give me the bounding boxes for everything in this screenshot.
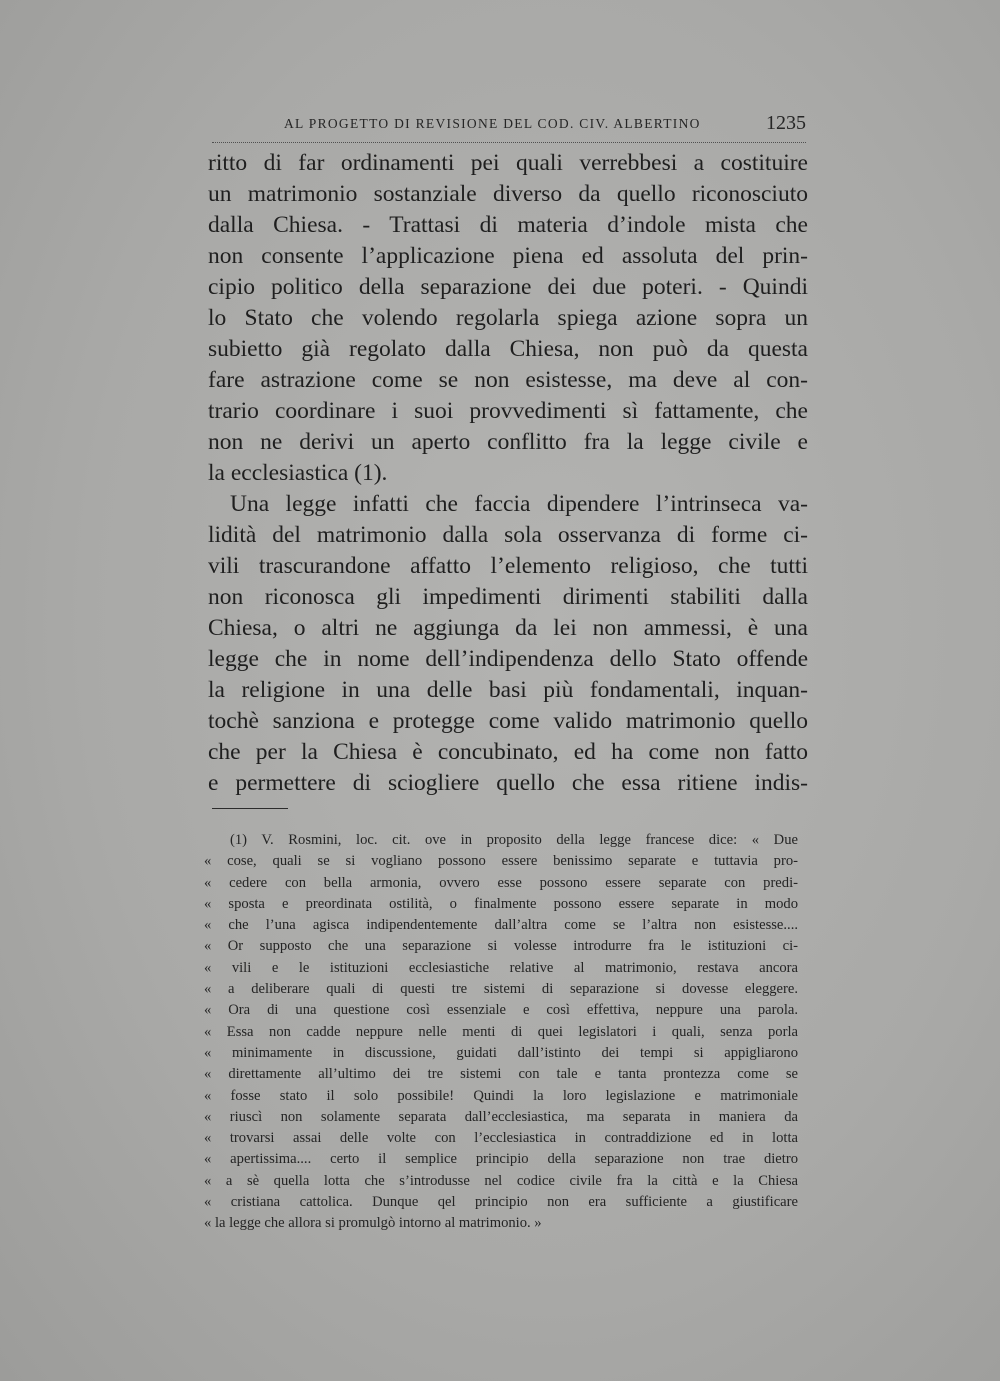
- footnote-line: « cedere con bella armonia, ovvero esse possono essere separate con predi-: [204, 874, 798, 891]
- footnote-line: « Essa non cadde neppure nelle menti di quei legislatori i quali, senza porla: [204, 1023, 798, 1040]
- body-line: vili trascurandone affatto l’elemento religioso, che tutti: [208, 553, 808, 579]
- body-line: lidità del matrimonio dalla sola osservanza di forme ci-: [208, 522, 808, 548]
- body-line: subietto già regolato dalla Chiesa, non può da questa: [208, 336, 808, 362]
- running-title: AL PROGETTO DI REVISIONE DEL COD. CIV. ALBERTINO: [284, 116, 701, 131]
- footnote-line: « vili e le istituzioni ecclesiastiche relative al matrimonio, restava ancora: [204, 959, 798, 976]
- footnote-rule: [212, 808, 288, 809]
- body-line: lo Stato che volendo regolarla spiega azione sopra un: [208, 305, 808, 331]
- footnote-line: « minimamente in discussione, guidati dall’istinto dei tempi si appigliarono: [204, 1044, 798, 1061]
- footnote-line: « a deliberare quali di questi tre sistemi di separazione si dovesse eleggere.: [204, 981, 798, 998]
- footnote-line: « cose, quali se si vogliano possono essere benissimo separate e tuttavia pro-: [204, 853, 798, 870]
- footnote-line: (1) V. Rosmini, loc. cit. ove in proposito della legge francese dice: « Due: [230, 832, 798, 848]
- footnote-line: « a sè quella lotta che s’introdusse nel codice civile fra la città e la Chiesa: [204, 1172, 798, 1189]
- footnote-line: « riuscì non solamente separata dall’ecclesiastica, ma separata in maniera da: [204, 1108, 798, 1125]
- footnote-line: « la legge che allora si promulgò intorno al matrimonio. »: [204, 1215, 542, 1232]
- body-line: Una legge infatti che faccia dipendere l’intrinseca va-: [230, 491, 808, 517]
- header-rule: [212, 142, 806, 143]
- footnote-line: « fosse stato il solo possibile! Quindi la loro legislazione e matrimoniale: [204, 1087, 798, 1104]
- footnote-line: « Or supposto che una separazione si volesse introdurre fra le istituzioni ci-: [204, 938, 798, 955]
- footnote-line: « direttamente all’ultimo dei tre sistemi con tale e tanta prontezza come se: [204, 1066, 798, 1083]
- body-text: [208, 148, 808, 799]
- body-line: che per la Chiesa è concubinato, ed ha come non fatto: [208, 739, 808, 765]
- body-line: e permettere di sciogliere quello che essa ritiene indis-: [208, 770, 808, 796]
- body-line: ritto di far ordinamenti pei quali verrebbesi a costituire: [208, 150, 808, 176]
- body-line: cipio politico della separazione dei due poteri. - Quindi: [208, 274, 808, 300]
- body-line: dalla Chiesa. - Trattasi di materia d’indole mista che: [208, 212, 808, 238]
- body-line: la religione in una delle basi più fondamentali, inquan-: [208, 677, 808, 703]
- footnote-line: « apertissima.... certo il semplice principio della separazione non trae dietro: [204, 1151, 798, 1168]
- body-line: non consente l’applicazione piena ed assoluta del prin-: [208, 243, 808, 269]
- footnote: [204, 830, 798, 1235]
- body-line: fare astrazione come se non esistesse, ma deve al con-: [208, 367, 808, 393]
- body-line: trario coordinare i suoi provvedimenti sì fattamente, che: [208, 398, 808, 424]
- footnote-line: « cristiana cattolica. Dunque qel principio non era sufficiente a giustificare: [204, 1194, 798, 1211]
- body-line: tochè sanziona e protegge come valido matrimonio quello: [208, 708, 808, 734]
- body-line: Chiesa, o altri ne aggiunga da lei non ammessi, è una: [208, 615, 808, 641]
- footnote-line: « trovarsi assai delle volte con l’ecclesiastica in contraddizione ed in lotta: [204, 1130, 798, 1147]
- page-number: 1235: [766, 112, 806, 134]
- footnote-line: « Ora di una questione così essenziale e così effettiva, neppure una parola.: [204, 1002, 798, 1019]
- footnote-line: « sposta e preordinata ostilità, o finalmente possono essere separate in modo: [204, 895, 798, 912]
- body-line: un matrimonio sostanziale diverso da quello riconosciuto: [208, 181, 808, 207]
- body-line: la ecclesiastica (1).: [208, 460, 388, 486]
- body-line: non riconosca gli impedimenti dirimenti stabiliti dalla: [208, 584, 808, 610]
- page-header: [212, 112, 808, 140]
- footnote-line: « che l’una agisca indipendentemente dall’altra come se l’altra non esistesse....: [204, 917, 798, 934]
- body-line: non ne derivi un aperto conflitto fra la legge civile e: [208, 429, 808, 455]
- body-line: legge che in nome dell’indipendenza dello Stato offende: [208, 646, 808, 672]
